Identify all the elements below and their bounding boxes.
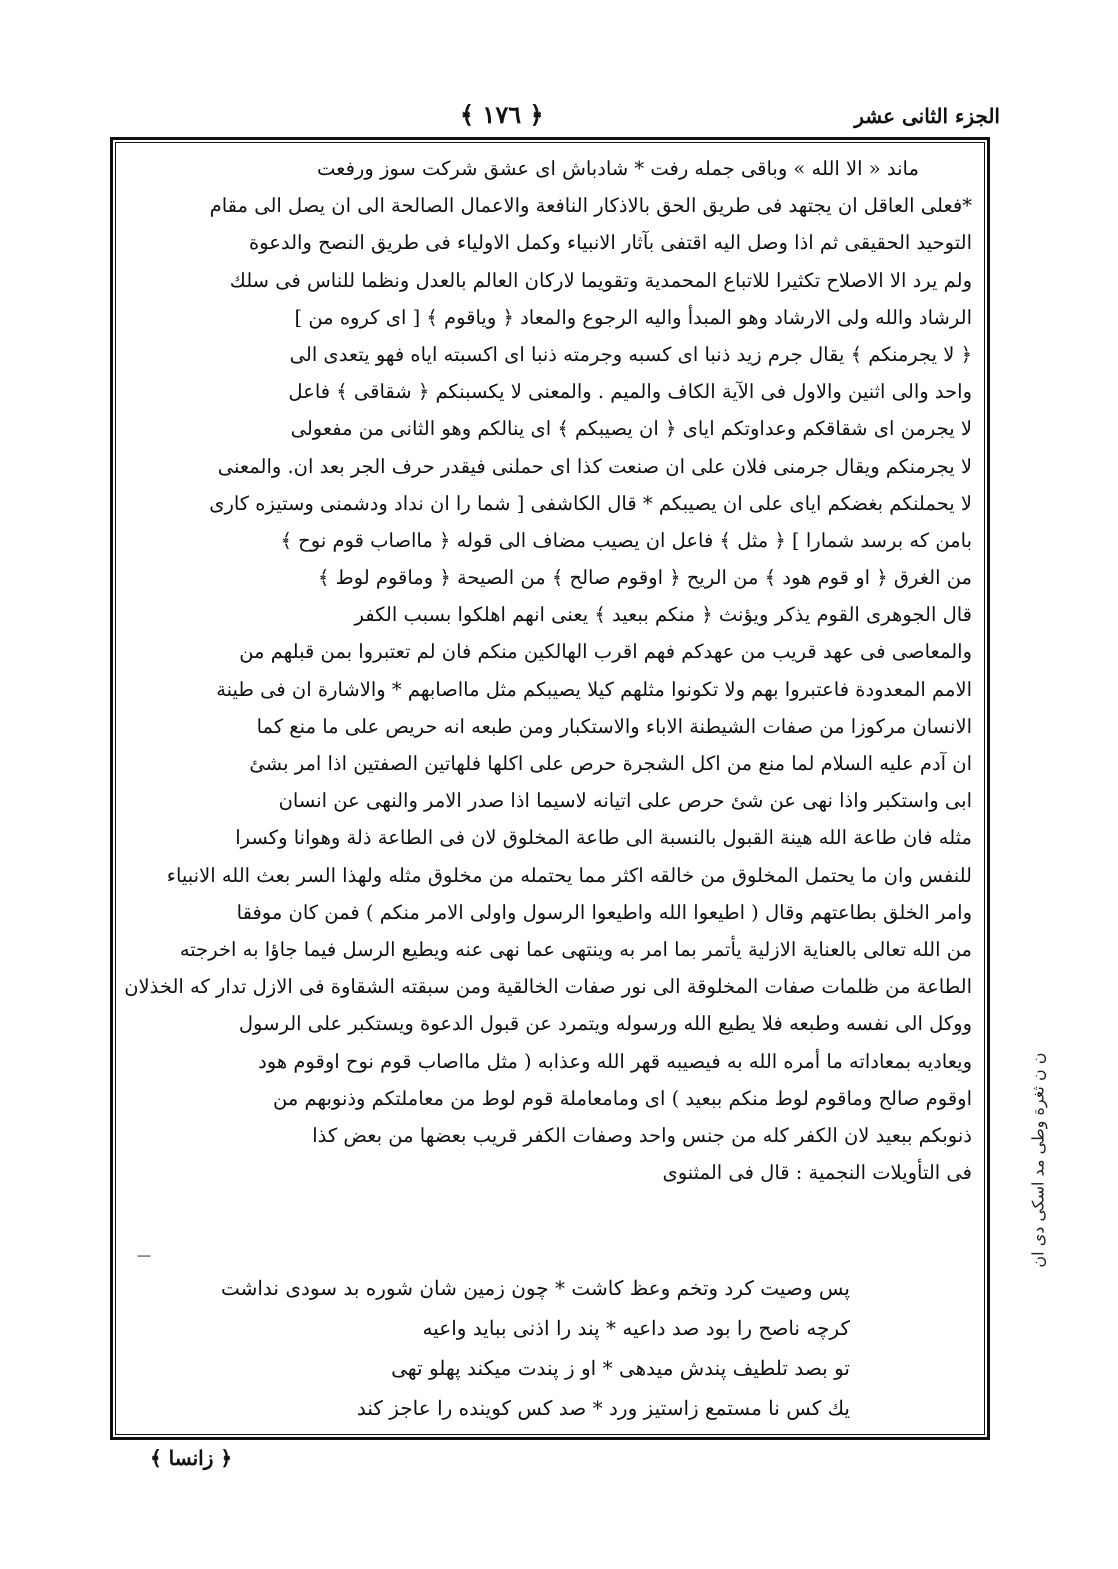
- catchword: ﴿ زانسا ﴾: [150, 1446, 233, 1470]
- text-line: واحد والى اثنين والاول فى الآية الكاف والميم . والمعنى لا يكسبنكم ﴿ شقاقى ﴾ فاعل: [288, 380, 972, 404]
- poem-couplet: پس وصيت كرد وتخم وعظ كاشت * چون زمين شان شوره بد سودى نداشت: [220, 1276, 850, 1300]
- text-line: ذنوبكم ببعيد لان الكفر كله من جنس واحد وصفات الكفر قريب بعضها من بعض كذا: [312, 1123, 972, 1147]
- text-line: ماند « الا الله » وباقى جمله رفت * شادباش اى عشق شركت سوز ورفعت: [317, 157, 919, 180]
- text-line: فى التأويلات النجمية : قال فى المثنوى: [662, 1161, 972, 1185]
- text-line: من الغرق ﴿ او قوم هود ﴾ من الريح ﴿ اوقوم صالح ﴾ من الصيحة ﴿ وماقوم لوط ﴾: [318, 566, 972, 590]
- body-text: [124, 150, 972, 1191]
- poem-couplet: تو بصد تلطيف پندش ميدهى * او ز پندت ميكند پهلو تهى: [391, 1356, 850, 1380]
- page-number: ﴿ ١٧٦ ﴾: [460, 100, 544, 129]
- text-line: لا يجرمنكم ويقال جرمنى فلان على ان صنعت كذا اى حملنى فيقدر حرف الجر بعد ان. والمعنى: [217, 454, 972, 478]
- text-line: والمعاصى فى عهد قريب من عهدكم فهم اقرب الهالكين منكم فان لم تعتبروا بمن قبلهم من: [239, 640, 972, 664]
- running-head: الجزء الثانى عشر: [854, 104, 1000, 128]
- text-line: التوحيد الحقيقى ثم اذا وصل اليه اقتفى بآثار الانبياء وكمل الاولياء فى طريق النصح والدعوة: [248, 231, 972, 255]
- text-line: الامم المعدودة فاعتبروا بهم ولا تكونوا مثلهم كيلا يصيبكم مثل مااصابهم * والاشارة ان فى طينة: [216, 677, 972, 701]
- margin-note-text: ن ن ثغرة وطى مد اسكى دى ان: [1028, 1052, 1048, 1268]
- text-line: وامر الخلق بطاعتهم وقال ( اطيعوا الله واطيعوا الرسول واولى الامر منكم ) فمن كان موفقا: [236, 900, 972, 924]
- text-line: الطاعة من ظلمات صفات المخلوقة الى نور صفات الخالقية ومن سبقته الشقاوة فى الازل تدار كه الخذلان: [124, 975, 972, 999]
- text-line: قال الجوهرى القوم يذكر ويؤنث ﴿ منكم ببعيد ﴾ يعنى انهم اهلكوا بسبب الكفر: [354, 603, 972, 627]
- text-line: اوقوم صالح وماقوم لوط منكم ببعيد ) اى ومامعاملة قوم لوط من معاملتكم وذنوبهم من: [272, 1086, 972, 1110]
- dash-mark: —: [137, 1248, 151, 1264]
- text-line: من الله تعالى بالعناية الازلية يأتمر بما امر به وينتهى عما نهى عنه ويطيع الرسل فيما جاؤا به اخرجته: [179, 937, 972, 961]
- page-header: [110, 100, 1000, 136]
- margin-note: [998, 900, 1078, 1420]
- text-line: ولم يرد الا الاصلاح تكثيرا للاتباع المحمدية وتقويما لاركان العالم بالعدل ونظما للناس فى سلك: [229, 268, 972, 292]
- text-line: ووكل الى نفسه وطبعه فلا يطيع الله ورسوله ويتمرد عن قبول الدعوة ويستكبر على الرسول: [238, 1012, 972, 1036]
- text-line: لا يجرمن اى شقاقكم وعداوتكم اياى ﴿ ان يصيبكم ﴾ اى ينالكم وهو الثانى من مفعولى: [290, 417, 972, 441]
- text-line: بامن كه برسد شمارا ] ﴿ مثل ﴾ فاعل ان يصيب مضاف الى قوله ﴿ مااصاب قوم نوح ﴾: [280, 528, 972, 552]
- poem-block: [150, 1268, 850, 1428]
- text-line: الرشاد والله ولى الارشاد وهو المبدأ واليه الرجوع والمعاد ﴿ وياقوم ﴾ [ اى كروه من ]: [294, 305, 972, 329]
- text-line: ابى واستكبر واذا نهى عن شئ حرص على اتيانه لاسيما اذا صدر الامر والنهى عن انسان: [278, 789, 972, 813]
- text-line: الانسان مركوزا من صفات الشيطنة الاباء والاستكبار ومن طبعه انه حريص على ما منع كما: [256, 714, 972, 738]
- text-line: لا يحملنكم بغضكم اياى على ان يصيبكم * قال الكاشفى [ شما را ان نداد ودشمنى وستيزه كارى: [209, 491, 972, 515]
- text-line: ويعاديه بمعاداته ما أمره الله به فيصيبه قهر الله وعذابه ( مثل مااصاب قوم نوح اوقوم هود: [258, 1049, 972, 1073]
- poem-couplet: كرچه ناصح را بود صد داعيه * پند را اذنى ببايد واعيه: [422, 1316, 850, 1340]
- text-line: ﴿ لا يجرمنكم ﴾ يقال جرم زيد ذنبا اى كسبه وجرمته ذنبا اى اكسبته اياه فهو يتعدى الى: [289, 342, 972, 366]
- text-line: مثله فان طاعة الله هينة القبول بالنسبة الى طاعة المخلوق لان فى الطاعة ذلة وهوانا وكسرا: [235, 826, 972, 850]
- text-line: *فعلى العاقل ان يجتهد فى طريق الحق بالاذكار النافعة والاعمال الصالحة الى ان يصل الى مقام: [209, 194, 972, 218]
- text-line: للنفس وان ما يحتمل المخلوق من خالقه اكثر مما يحتمله من مخلوق مثله ولهذا السر بعث الله الانبياء: [166, 863, 972, 887]
- poem-couplet: يك كس نا مستمع زاستيز ورد * صد كس كوينده را عاجز كند: [356, 1396, 850, 1420]
- text-line: ان آدم عليه السلام لما منع من اكل الشجرة حرص على اكلها فلهاتين الصفتين اذا امر بشئ: [249, 752, 972, 775]
